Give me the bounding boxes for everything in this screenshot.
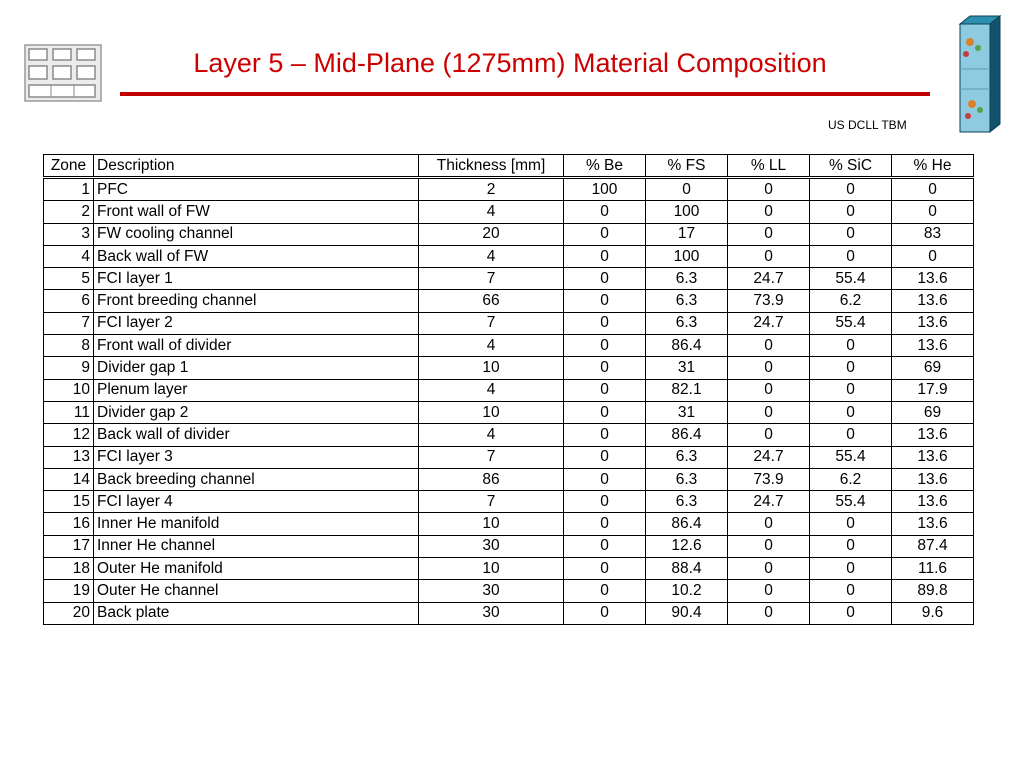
he-cell: 13.6: [892, 513, 974, 535]
sic-cell: 6.2: [810, 468, 892, 490]
he-cell: 89.8: [892, 580, 974, 602]
sic-cell: 0: [810, 558, 892, 580]
fs-cell: 100: [646, 245, 728, 267]
table-row: [44, 446, 974, 468]
ll-cell: 0: [728, 379, 810, 401]
thickness-cell: 30: [419, 580, 564, 602]
he-cell: 13.6: [892, 335, 974, 357]
fs-cell: 10.2: [646, 580, 728, 602]
he-cell: 69: [892, 357, 974, 379]
be-cell: 0: [564, 268, 646, 290]
table-row: [44, 535, 974, 557]
description-cell: FCI layer 4: [94, 491, 419, 513]
be-cell: 0: [564, 558, 646, 580]
fs-cell: 86.4: [646, 335, 728, 357]
be-cell: 0: [564, 290, 646, 312]
ll-cell: 0: [728, 245, 810, 267]
table-row: [44, 335, 974, 357]
he-cell: 13.6: [892, 468, 974, 490]
table-row: [44, 290, 974, 312]
zone-cell: 14: [44, 468, 94, 490]
description-cell: FCI layer 1: [94, 268, 419, 290]
ll-cell: 0: [728, 602, 810, 624]
be-cell: 0: [564, 513, 646, 535]
he-cell: 13.6: [892, 268, 974, 290]
ll-cell: 0: [728, 357, 810, 379]
ll-cell: 0: [728, 201, 810, 223]
zone-cell: 15: [44, 491, 94, 513]
description-cell: Front wall of divider: [94, 335, 419, 357]
thickness-cell: 4: [419, 379, 564, 401]
table-row: [44, 178, 974, 201]
ll-cell: 24.7: [728, 268, 810, 290]
zone-cell: 7: [44, 312, 94, 334]
ll-cell: 0: [728, 580, 810, 602]
he-cell: 13.6: [892, 424, 974, 446]
table-row: [44, 491, 974, 513]
be-cell: 0: [564, 602, 646, 624]
be-cell: 0: [564, 491, 646, 513]
zone-cell: 19: [44, 580, 94, 602]
thickness-cell: 4: [419, 335, 564, 357]
sic-cell: 55.4: [810, 268, 892, 290]
thickness-cell: 7: [419, 446, 564, 468]
be-cell: 0: [564, 401, 646, 423]
fs-cell: 17: [646, 223, 728, 245]
zone-cell: 3: [44, 223, 94, 245]
sic-cell: 0: [810, 602, 892, 624]
fs-cell: 6.3: [646, 491, 728, 513]
sic-cell: 0: [810, 580, 892, 602]
sic-cell: 0: [810, 424, 892, 446]
tbm-module-3d-icon: [948, 14, 1004, 136]
fs-cell: 6.3: [646, 268, 728, 290]
sic-cell: 0: [810, 535, 892, 557]
sic-cell: 0: [810, 178, 892, 201]
ll-cell: 24.7: [728, 312, 810, 334]
table-row: [44, 424, 974, 446]
description-cell: Front wall of FW: [94, 201, 419, 223]
description-cell: Back breeding channel: [94, 468, 419, 490]
sic-cell: 0: [810, 379, 892, 401]
sic-cell: 0: [810, 223, 892, 245]
description-cell: Back plate: [94, 602, 419, 624]
description-cell: Front breeding channel: [94, 290, 419, 312]
he-cell: 83: [892, 223, 974, 245]
column-header-be: % Be: [564, 155, 646, 178]
he-cell: 0: [892, 245, 974, 267]
description-cell: Outer He manifold: [94, 558, 419, 580]
table-row: [44, 379, 974, 401]
material-composition-table: [43, 154, 974, 625]
zone-cell: 17: [44, 535, 94, 557]
tbm-grid-logo-icon: [24, 44, 102, 102]
description-cell: Divider gap 2: [94, 401, 419, 423]
sic-cell: 0: [810, 201, 892, 223]
sic-cell: 0: [810, 357, 892, 379]
ll-cell: 0: [728, 401, 810, 423]
fs-cell: 90.4: [646, 602, 728, 624]
fs-cell: 6.3: [646, 468, 728, 490]
be-cell: 0: [564, 357, 646, 379]
column-header-sic: % SiC: [810, 155, 892, 178]
be-cell: 0: [564, 245, 646, 267]
column-header-zone: Zone: [44, 155, 94, 178]
ll-cell: 0: [728, 223, 810, 245]
table-body: [44, 178, 974, 625]
zone-cell: 5: [44, 268, 94, 290]
fs-cell: 6.3: [646, 446, 728, 468]
sic-cell: 0: [810, 513, 892, 535]
zone-cell: 4: [44, 245, 94, 267]
ll-cell: 0: [728, 535, 810, 557]
table-row: [44, 580, 974, 602]
thickness-cell: 30: [419, 535, 564, 557]
zone-cell: 18: [44, 558, 94, 580]
be-cell: 0: [564, 424, 646, 446]
table-row: [44, 245, 974, 267]
zone-cell: 20: [44, 602, 94, 624]
he-cell: 87.4: [892, 535, 974, 557]
thickness-cell: 86: [419, 468, 564, 490]
thickness-cell: 10: [419, 357, 564, 379]
zone-cell: 12: [44, 424, 94, 446]
he-cell: 17.9: [892, 379, 974, 401]
description-cell: Back wall of divider: [94, 424, 419, 446]
fs-cell: 0: [646, 178, 728, 201]
fs-cell: 31: [646, 357, 728, 379]
he-cell: 0: [892, 201, 974, 223]
fs-cell: 12.6: [646, 535, 728, 557]
be-cell: 0: [564, 335, 646, 357]
fs-cell: 31: [646, 401, 728, 423]
table-row: [44, 223, 974, 245]
fs-cell: 100: [646, 201, 728, 223]
zone-cell: 8: [44, 335, 94, 357]
zone-cell: 2: [44, 201, 94, 223]
be-cell: 0: [564, 223, 646, 245]
column-header-he: % He: [892, 155, 974, 178]
column-header-thickness: Thickness [mm]: [419, 155, 564, 178]
thickness-cell: 10: [419, 513, 564, 535]
be-cell: 100: [564, 178, 646, 201]
table-row: [44, 357, 974, 379]
he-cell: 69: [892, 401, 974, 423]
he-cell: 9.6: [892, 602, 974, 624]
table-row: [44, 468, 974, 490]
thickness-cell: 4: [419, 245, 564, 267]
ll-cell: 24.7: [728, 491, 810, 513]
ll-cell: 0: [728, 513, 810, 535]
ll-cell: 24.7: [728, 446, 810, 468]
column-header-description: Description: [94, 155, 419, 178]
column-header-fs: % FS: [646, 155, 728, 178]
ll-cell: 0: [728, 424, 810, 446]
sic-cell: 55.4: [810, 446, 892, 468]
be-cell: 0: [564, 201, 646, 223]
he-cell: 13.6: [892, 491, 974, 513]
thickness-cell: 7: [419, 312, 564, 334]
table-row: [44, 312, 974, 334]
sic-cell: 0: [810, 335, 892, 357]
sic-cell: 0: [810, 245, 892, 267]
be-cell: 0: [564, 446, 646, 468]
description-cell: FCI layer 3: [94, 446, 419, 468]
ll-cell: 73.9: [728, 468, 810, 490]
thickness-cell: 7: [419, 491, 564, 513]
ll-cell: 0: [728, 558, 810, 580]
be-cell: 0: [564, 468, 646, 490]
description-cell: Plenum layer: [94, 379, 419, 401]
zone-cell: 6: [44, 290, 94, 312]
table-row: [44, 558, 974, 580]
he-cell: 11.6: [892, 558, 974, 580]
table-row: [44, 201, 974, 223]
fs-cell: 86.4: [646, 513, 728, 535]
be-cell: 0: [564, 312, 646, 334]
zone-cell: 16: [44, 513, 94, 535]
description-cell: Inner He manifold: [94, 513, 419, 535]
be-cell: 0: [564, 535, 646, 557]
column-header-ll: % LL: [728, 155, 810, 178]
table-row: [44, 268, 974, 290]
sic-cell: 6.2: [810, 290, 892, 312]
thickness-cell: 10: [419, 558, 564, 580]
description-cell: FCI layer 2: [94, 312, 419, 334]
ll-cell: 0: [728, 335, 810, 357]
table-row: [44, 513, 974, 535]
zone-cell: 13: [44, 446, 94, 468]
thickness-cell: 66: [419, 290, 564, 312]
description-cell: Divider gap 1: [94, 357, 419, 379]
page-title: Layer 5 – Mid-Plane (1275mm) Material Composition: [193, 48, 827, 78]
thickness-cell: 10: [419, 401, 564, 423]
thickness-cell: 30: [419, 602, 564, 624]
he-cell: 13.6: [892, 446, 974, 468]
he-cell: 0: [892, 178, 974, 201]
table-header-row: [44, 155, 974, 178]
fs-cell: 6.3: [646, 290, 728, 312]
table-row: [44, 602, 974, 624]
fs-cell: 6.3: [646, 312, 728, 334]
description-cell: Outer He channel: [94, 580, 419, 602]
thickness-cell: 20: [419, 223, 564, 245]
zone-cell: 10: [44, 379, 94, 401]
be-cell: 0: [564, 379, 646, 401]
page-subtitle: US DCLL TBM: [828, 118, 907, 132]
zone-cell: 9: [44, 357, 94, 379]
thickness-cell: 4: [419, 424, 564, 446]
he-cell: 13.6: [892, 290, 974, 312]
description-cell: FW cooling channel: [94, 223, 419, 245]
description-cell: Inner He channel: [94, 535, 419, 557]
be-cell: 0: [564, 580, 646, 602]
he-cell: 13.6: [892, 312, 974, 334]
fs-cell: 82.1: [646, 379, 728, 401]
thickness-cell: 7: [419, 268, 564, 290]
title-divider: [120, 92, 930, 96]
thickness-cell: 4: [419, 201, 564, 223]
ll-cell: 0: [728, 178, 810, 201]
sic-cell: 55.4: [810, 491, 892, 513]
sic-cell: 0: [810, 401, 892, 423]
description-cell: PFC: [94, 178, 419, 201]
sic-cell: 55.4: [810, 312, 892, 334]
description-cell: Back wall of FW: [94, 245, 419, 267]
ll-cell: 73.9: [728, 290, 810, 312]
fs-cell: 86.4: [646, 424, 728, 446]
thickness-cell: 2: [419, 178, 564, 201]
fs-cell: 88.4: [646, 558, 728, 580]
zone-cell: 1: [44, 178, 94, 201]
zone-cell: 11: [44, 401, 94, 423]
table-row: [44, 401, 974, 423]
